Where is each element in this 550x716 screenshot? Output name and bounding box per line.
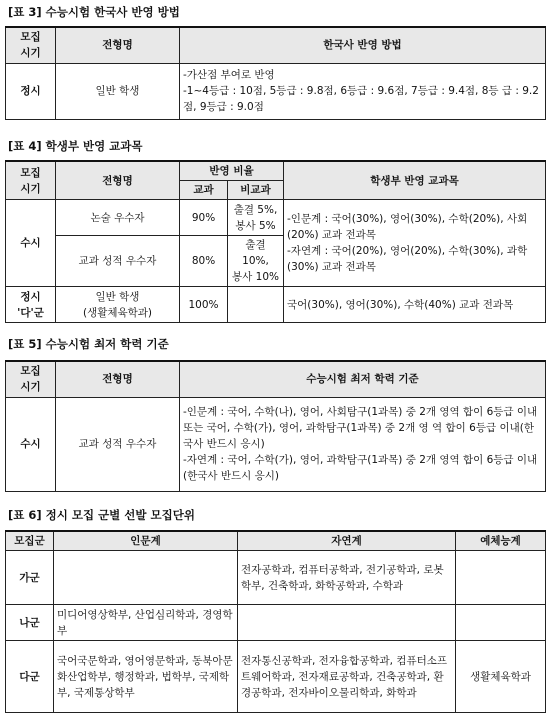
- t4-r1-bigyogwa: 출결 5%, 봉사 5%: [228, 200, 284, 236]
- t6-da-science: 전자통신공학과, 전자융합공학과, 컴퓨터소프트웨어학과, 전자재료공학과, 건축공학과, 환경공학과, 전자바이오물리학과, 화학과: [238, 641, 456, 713]
- t5-header-sigi: 모집 시기: [6, 361, 56, 397]
- table4-title: [표 4] 학생부 반영 교과목: [8, 139, 143, 153]
- t4-header-name: 전형명: [56, 161, 180, 200]
- t4-r3-name: 일반 학생 (생활체육학과): [56, 287, 180, 323]
- t3-header-name: 전형명: [56, 27, 180, 63]
- t6-ga-arts: [456, 551, 546, 605]
- t3-cell-name: 일반 학생: [56, 63, 180, 119]
- t3-header-method: 한국사 반영 방법: [180, 27, 546, 63]
- t5-header-name: 전형명: [56, 361, 180, 397]
- t4-header-sigi: 모집 시기: [6, 161, 56, 200]
- t4-r3-gyogwa: 100%: [180, 287, 228, 323]
- t4-r1-gyogwa: 90%: [180, 200, 228, 236]
- t6-da-group: 다군: [6, 641, 54, 713]
- t5-header-criteria: 수능시험 최저 학력 기준: [180, 361, 546, 397]
- table3: [5, 26, 546, 120]
- t4-header-gyogwa: 교과: [180, 181, 228, 200]
- t6-na-science: [238, 605, 456, 641]
- t6-header-humanities: 인문계: [54, 531, 238, 551]
- t6-na-group: 나군: [6, 605, 54, 641]
- t3-header-sigi: 모집 시기: [6, 27, 56, 63]
- t6-da-arts: 생활체육학과: [456, 641, 546, 713]
- t6-header-arts: 예체능계: [456, 531, 546, 551]
- t5-cell-sigi: 수시: [6, 397, 56, 491]
- table6: [5, 530, 546, 713]
- t5-cell-criteria: -인문계 : 국어, 수학(나), 영어, 사회탐구(1과목) 중 2개 영역 합이 6등급 이내 또는 국어, 수학(가), 영어, 과학탐구(1과목) 중 2개 영 역 합이 6등급 이내(한국사 반드시 응시) -자연계 : 국어, 수학(가), 영어, 과학탐구(1과목) 중 2개 영역 합이 6등급 이내(한국사 반드시 응시): [180, 397, 546, 491]
- t3-cell-method: -가산점 부여로 반영 -1~4등급 : 10점, 5등급 : 9.8점, 6등급 : 9.6점, 7등급 : 9.4점, 8등 급 : 9.2점, 9등급 : 9.0점: [180, 63, 546, 119]
- t6-na-humanities: 미디어영상학부, 산업심리학과, 경영학부: [54, 605, 238, 641]
- t4-r3-bigyogwa: [228, 287, 284, 323]
- t4-cell-susi: 수시: [6, 200, 56, 287]
- t6-ga-humanities: [54, 551, 238, 605]
- t6-header-group: 모집군: [6, 531, 54, 551]
- t4-r1-name: 논술 우수자: [56, 200, 180, 236]
- t6-header-science: 자연계: [238, 531, 456, 551]
- table5: [5, 360, 546, 492]
- t4-r2-gyogwa: 80%: [180, 236, 228, 287]
- t6-ga-science: 전자공학과, 컴퓨터공학과, 전기공학과, 로봇학부, 건축학과, 화학공학과, 수학과: [238, 551, 456, 605]
- table6-title: [표 6] 정시 모집 군별 선발 모집단위: [8, 508, 195, 522]
- t4-r3-subjects: 국어(30%), 영어(30%), 수학(40%) 교과 전과목: [284, 287, 546, 323]
- t4-header-bigyogwa: 비교과: [228, 181, 284, 200]
- t4-r2-bigyogwa: 출결 10%, 봉사 10%: [228, 236, 284, 287]
- t4-susi-subjects: -인문계 : 국어(30%), 영어(30%), 수학(20%), 사회(20%) 교과 전과목 -자연계 : 국어(20%), 영어(20%), 수학(30%), 과학(30%) 교과 전과목: [284, 200, 546, 287]
- table3-title: [표 3] 수능시험 한국사 반영 방법: [8, 5, 180, 19]
- t6-na-arts: [456, 605, 546, 641]
- t5-cell-name: 교과 성적 우수자: [56, 397, 180, 491]
- t4-header-ratio: 반영 비율: [180, 161, 284, 181]
- t6-da-humanities: 국어국문학과, 영어영문학과, 동북아문화산업학부, 행정학과, 법학부, 국제학부, 국제통상학부: [54, 641, 238, 713]
- t4-header-subject: 학생부 반영 교과목: [284, 161, 546, 200]
- table4: [5, 160, 546, 323]
- t3-cell-sigi: 정시: [6, 63, 56, 119]
- t6-ga-group: 가군: [6, 551, 54, 605]
- t4-r2-name: 교과 성적 우수자: [56, 236, 180, 287]
- table5-title: [표 5] 수능시험 최저 학력 기준: [8, 337, 169, 351]
- t4-r3-sigi: 정시 '다'군: [6, 287, 56, 323]
